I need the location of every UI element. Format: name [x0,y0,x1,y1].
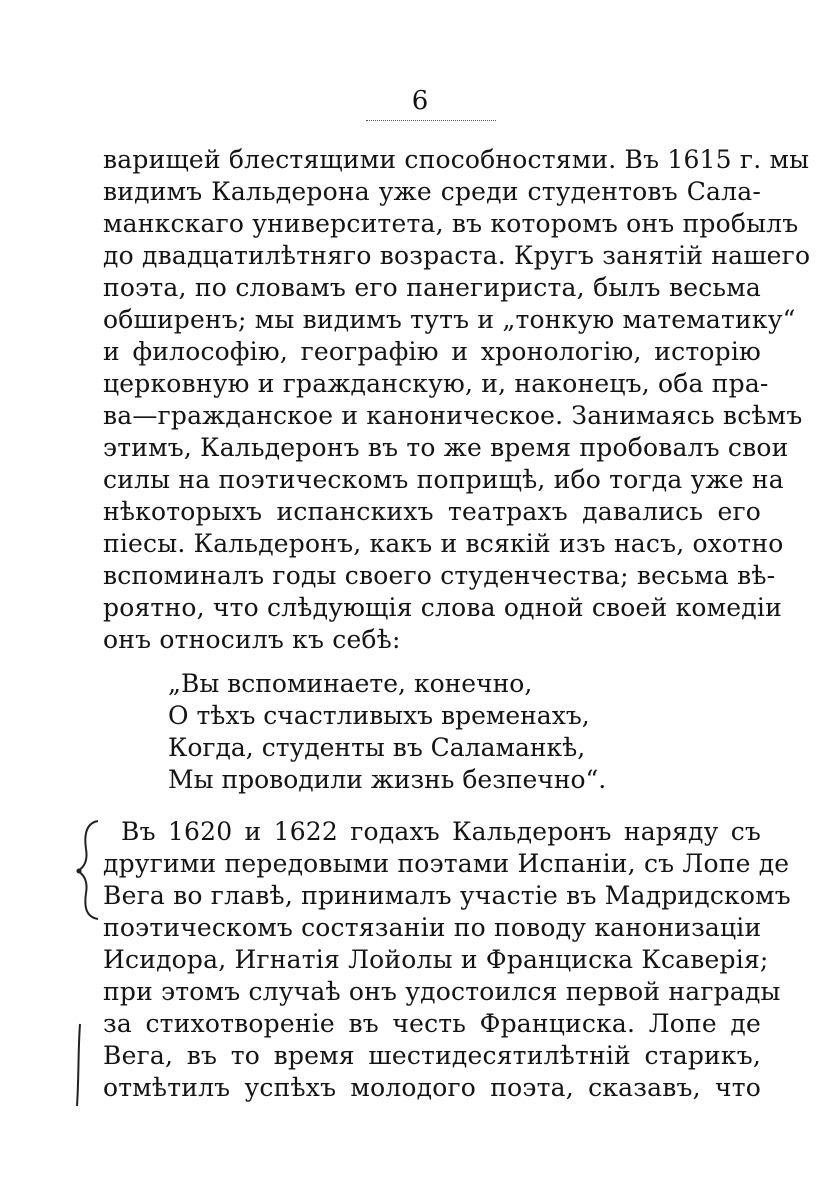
verse-line: Мы проводили жизнь безпечно“. [168,765,607,794]
text-line: поэтическомъ состязаніи по поводу канонизаціи [103,913,762,942]
text-line: этимъ, Кальдеронъ въ то же время пробовалъ свои [103,433,789,462]
text-line: и философію, географію и хронологію, исторію [103,337,761,366]
text-line: при этомъ случаѣ онъ удостоился первой награды [103,977,781,1006]
margin-line-annotation [70,1020,90,1110]
text-line: онъ относилъ къ себѣ: [103,625,401,654]
verse-line: Когда, студенты въ Саламанкѣ, [168,733,586,762]
text-line: ва—гражданское и каноническое. Занимаясь всѣмъ [103,401,803,430]
text-line: за стихотвореніе въ честь Франциска. Лопе де [103,1009,761,1038]
text-line: піесы. Кальдеронъ, какъ и всякій изъ насъ, охотно [103,529,784,558]
page-number-rule [366,120,496,121]
text-line: Вега во главѣ, принималъ участіе въ Мадридскомъ [103,881,791,910]
text-line: вспоминалъ годы своего студенчества; весьма вѣ- [103,561,776,590]
text-line: силы на поэтическомъ поприщѣ, ибо тогда уже на [103,465,784,494]
text-line: до двадцатилѣтняго возраста. Кругъ занятій нашего [103,241,811,270]
text-line: манкскаго университета, въ которомъ онъ пробылъ [103,209,799,238]
text-line: Вега, въ то время шестидесятилѣтній старикъ, [103,1041,761,1070]
text-line: видимъ Кальдерона уже среди студентовъ Сала- [103,177,761,206]
text-line: варищей блестящими способностями. Въ 1615 г. мы [103,145,810,174]
text-line: поэта, по словамъ его панегириста, былъ весьма [103,273,761,302]
text-line: нѣкоторыхъ испанскихъ театрахъ давались его [103,497,761,526]
page-number: 6 [411,86,429,116]
margin-brace-annotation [70,815,110,925]
verse-line: О тѣхъ счастливыхъ временахъ, [168,701,590,730]
text-line: Исидора, Игнатія Лойолы и Франциска Ксаверія; [103,945,769,974]
text-line: другими передовыми поэтами Испаніи, съ Лопе де [103,849,790,878]
text-line: отмѣтилъ успѣхъ молодого поэта, сказавъ, что [103,1073,761,1102]
verse-line: „Вы вспоминаете, конечно, [168,669,533,698]
text-line: роятно, что слѣдующія слова одной своей комедіи [103,593,782,622]
text-line: обширенъ; мы видимъ тутъ и „тонкую математику“ [103,305,796,334]
text-line: Въ 1620 и 1622 годахъ Кальдеронъ наряду съ [121,817,761,846]
text-line: церковную и гражданскую, и, наконецъ, оба пра- [103,369,769,398]
